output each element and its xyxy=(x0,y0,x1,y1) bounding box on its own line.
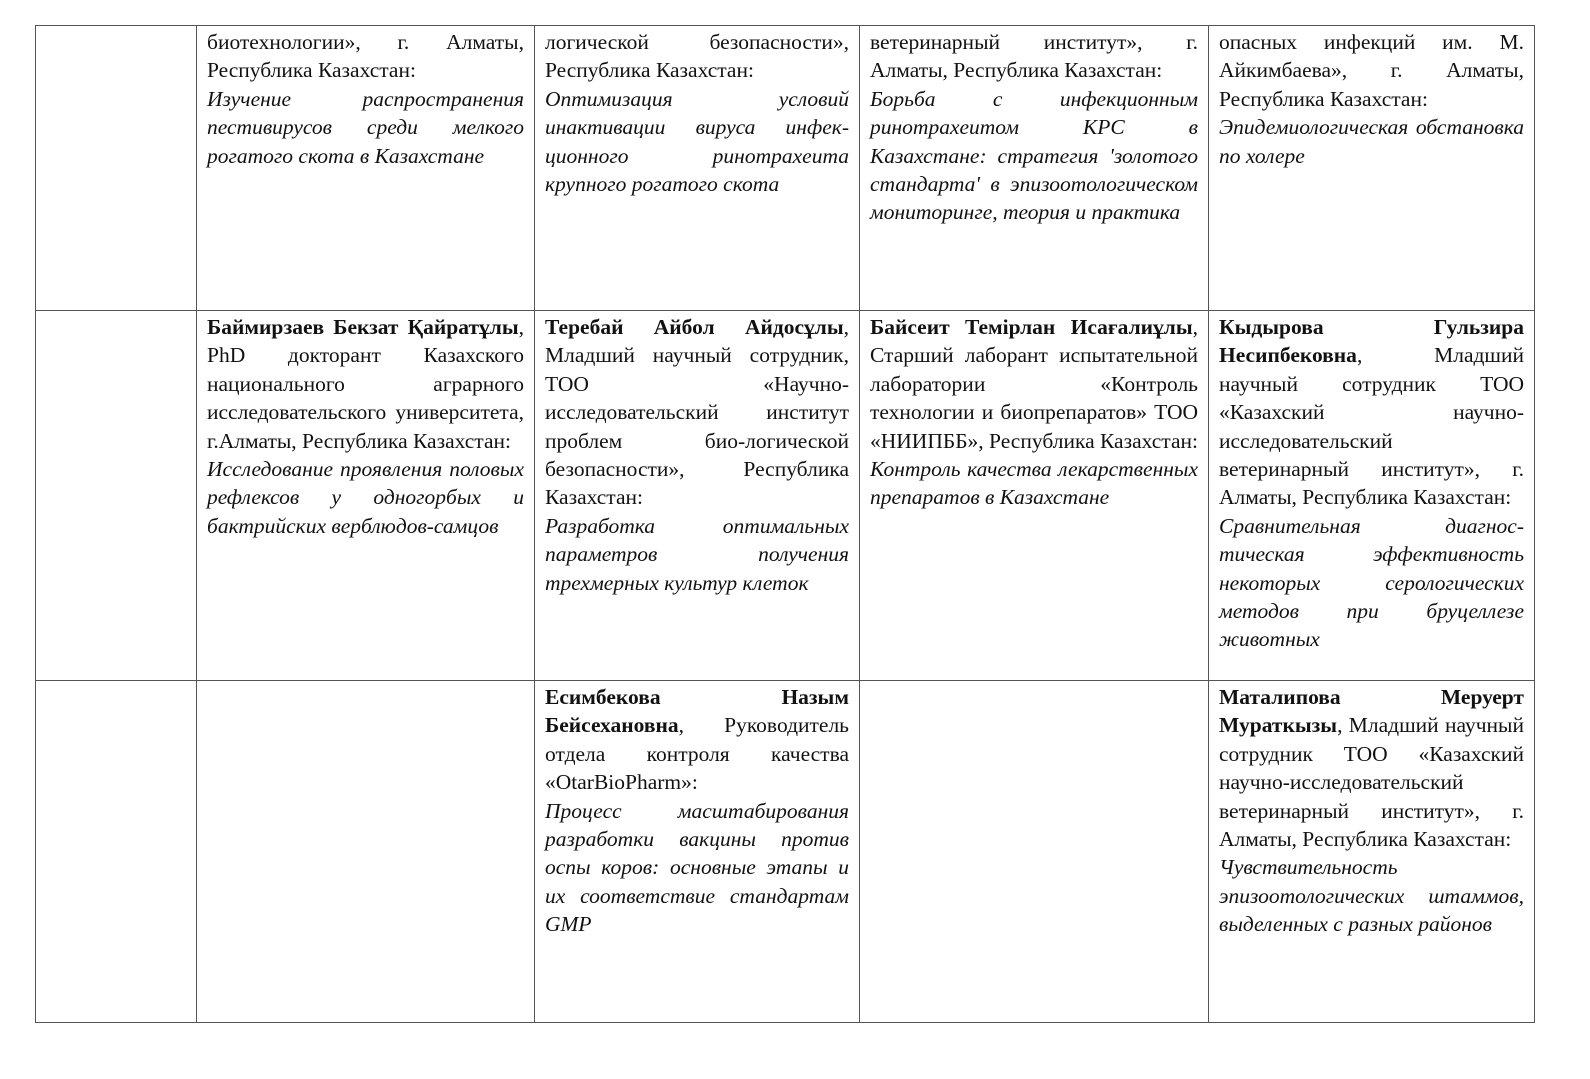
affiliation-text: , Младший научный сотрудник ТОО «Казахский научно-исследовательский ветеринарный институт», г. Алматы, Республика Казахстан: xyxy=(1219,713,1524,852)
table-cell-index xyxy=(36,26,197,311)
talk-title: Оптимизация условий инактивации вируса инфек-ционного ринотрахеита крупного рогатого скота xyxy=(545,86,849,197)
table-cell xyxy=(535,26,860,311)
table-row xyxy=(36,26,1535,311)
speaker-name: Есимбекова Назым Бейсехановна xyxy=(545,685,849,738)
talk-title: Сравнительная диагнос-тическая эффективность некоторых серологических методов при бруцеллезе животных xyxy=(1219,513,1524,652)
table-cell xyxy=(197,311,535,681)
table-cell-empty xyxy=(860,681,1209,1023)
talk-title: Исследование проявления половых рефлексов у одногорбых и бактрийских верблюдов-самцов xyxy=(207,457,524,538)
affiliation-text: опасных инфекций им. М. Айкимбаева», г. Алматы, Республика Казахстан: xyxy=(1219,30,1524,111)
affiliation-text: ветеринарный институт», г. Алматы, Республика Казахстан: xyxy=(870,30,1198,83)
talk-title: Контроль качества лекарственных препаратов в Казахстане xyxy=(870,457,1198,510)
table-cell xyxy=(535,311,860,681)
affiliation-text: логической безопасности», Республика Казахстан: xyxy=(545,30,849,83)
table-cell-index xyxy=(36,311,197,681)
speaker-name: Байсеит Темірлан Исағалиұлы xyxy=(870,315,1193,339)
table-cell xyxy=(860,26,1209,311)
table-cell xyxy=(1209,311,1535,681)
table-cell xyxy=(1209,681,1535,1023)
speaker-name: Кыдырова Гульзира Несипбековна xyxy=(1219,315,1524,368)
affiliation-text: , Старший лаборант испытательной лаборатории «Контроль технологии и биопрепаратов» ТОО «НИИПББ», Республика Казахстан: xyxy=(870,315,1198,453)
affiliation-text: , Младший научный сотрудник, ТОО «Научно-исследовательский институт проблем био-логической безопасности», Республика Казахстан: xyxy=(545,315,849,510)
speaker-name: Баймирзаев Бекзат Қайратұлы xyxy=(207,315,519,339)
table-row xyxy=(36,681,1535,1023)
table-cell xyxy=(197,26,535,311)
affiliation-text: биотехнологии», г. Алматы, Республика Казахстан: xyxy=(207,30,524,83)
affiliation-text: , Руководитель отдела контроля качества «OtarBioPharm»: xyxy=(545,713,849,795)
talk-title: Изучение распространения пестивирусов среди мелкого рогатого скота в Казахстане xyxy=(207,86,524,168)
talk-title: Чувствительность эпизоотологических штаммов, выделенных с разных районов xyxy=(1219,855,1524,937)
table-cell xyxy=(860,311,1209,681)
table-cell-index xyxy=(36,681,197,1023)
table-cell xyxy=(535,681,860,1023)
talk-title: Эпидемиологическая обстановка по холере xyxy=(1219,115,1524,168)
table-cell xyxy=(1209,26,1535,311)
talk-title: Разработка оптимальных параметров получения трехмерных культур клеток xyxy=(545,513,849,595)
table-row xyxy=(36,311,1535,681)
program-table xyxy=(35,25,1535,1023)
affiliation-text: , Младший научный сотрудник ТОО «Казахский научно-исследовательский ветеринарный институт», г. Алматы, Республика Казахстан: xyxy=(1219,343,1524,510)
table-cell-empty xyxy=(197,681,535,1023)
talk-title: Процесс масштабирования разработки вакцины против оспы коров: основные этапы и их соответствие стандартам GMP xyxy=(545,798,849,937)
talk-title: Борьба с инфекционным ринотрахеитом КРС в Казахстане: стратегия 'золотого стандарта' в эпизоотологическом мониторинге, теория и практика xyxy=(870,86,1198,225)
speaker-name: Теребай Айбол Айдосұлы xyxy=(545,315,844,339)
affiliation-text: , PhD докторант Казахского национального аграрного исследовательского университета, г.Алматы, Республика Казахстан: xyxy=(207,315,524,453)
speaker-name: Маталипова Меруерт Мураткызы xyxy=(1219,685,1524,738)
